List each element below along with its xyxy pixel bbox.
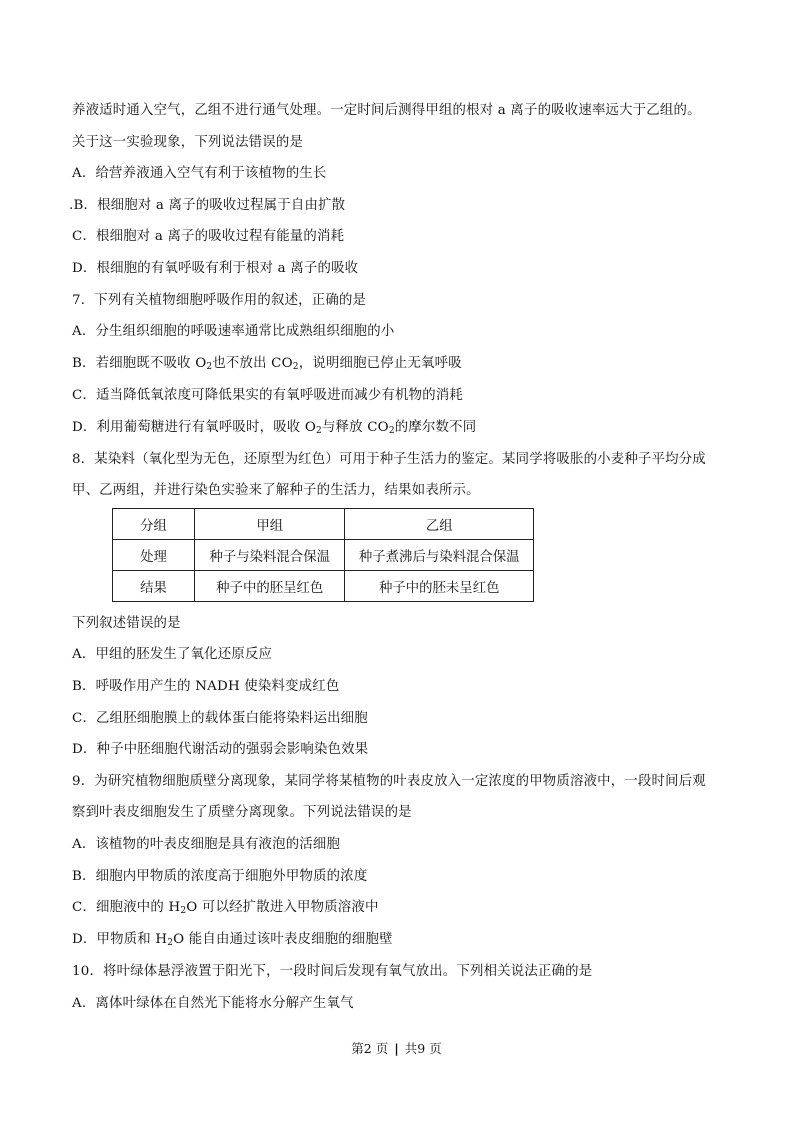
page-number: 第2 页 [351, 1041, 389, 1056]
table-cell: 处理 [113, 540, 195, 571]
page-footer [0, 1040, 793, 1058]
q9-stem-line2: 察到叶表皮细胞发生了质壁分离现象。下列说法错误的是 [72, 805, 412, 820]
q8-stem-line2: 甲、乙两组，并进行染色实验来了解种子的生活力，结果如表所示。 [72, 483, 480, 498]
q8-results-table [112, 508, 534, 602]
q6-option-d: D．根细胞的有氧呼吸有利于根对 a 离子的吸收 [72, 261, 359, 276]
q9-stem-line1: 9．为研究植物细胞质壁分离现象，某同学将某植物的叶表皮放入一定浓度的甲物质溶液中，一段时间后观 [72, 774, 706, 789]
q10-stem: 10．将叶绿体悬浮液置于阳光下，一段时间后发现有氧气放出。下列相关说法正确的是 [72, 964, 593, 979]
q8-option-d: D．种子中胚细胞代谢活动的强弱会影响染色效果 [72, 742, 369, 757]
q7-option-a: A．分生组织细胞的呼吸速率通常比成熟组织细胞的小 [72, 324, 395, 339]
table-cell: 种子与染料混合保温 [195, 540, 345, 571]
table-cell: 种子中的胚未呈红色 [345, 571, 534, 602]
q8-option-c: C．乙组胚细胞膜上的载体蛋白能将染料运出细胞 [72, 711, 368, 726]
q9-option-a: A．该植物的叶表皮细胞是具有液泡的活细胞 [72, 837, 341, 852]
q7-option-c: C．适当降低氧浓度可降低果实的有氧呼吸进而减少有机物的消耗 [72, 388, 463, 403]
q8-option-a: A．甲组的胚发生了氧化还原反应 [72, 647, 273, 662]
q9-option-d: D．甲物质和 $H_2O$ 能自由通过该叶表皮细胞的细胞壁 [72, 932, 393, 948]
q7-option-d: D．利用葡萄糖进行有氧呼吸时，吸收 $O_2$与释放 $CO_2$的摩尔数不同 [72, 420, 477, 436]
q6-option-b: .B．根细胞对 a 离子的吸收过程属于自由扩散 [69, 198, 346, 213]
q9-option-b: B．细胞内甲物质的浓度高于细胞外甲物质的浓度 [72, 869, 368, 884]
table-cell: 乙组 [345, 509, 534, 540]
q8-option-b: B．呼吸作用产生的 NADH 使染料变成红色 [72, 679, 340, 694]
q6-option-a: A．给营养液通入空气有利于该植物的生长 [72, 166, 327, 181]
q10-option-a: A．离体叶绿体在自然光下能将水分解产生氧气 [72, 996, 354, 1011]
table-row [113, 571, 534, 602]
q6-stem-line1: 养液适时通入空气，乙组不进行通气处理。一定时间后测得甲组的根对 a 离子的吸收速率远大于乙组的。 [72, 103, 701, 118]
q8-stem-line1: 8．某染料（氧化型为无色，还原型为红色）可用于种子生活力的鉴定。某同学将吸胀的小麦种子平均分成 [72, 452, 706, 467]
q9-option-c: C．细胞液中的 $H_2O$ 可以经扩散进入甲物质溶液中 [72, 900, 379, 916]
table-cell: 种子中的胚呈红色 [195, 571, 345, 602]
table-cell: 甲组 [195, 509, 345, 540]
q6-stem-line2: 关于这一实验现象，下列说法错误的是 [72, 135, 304, 150]
table-header-row [113, 509, 534, 540]
q7-option-b: B．若细胞既不吸收 $O_2$也不放出 $CO_2$，说明细胞已停止无氧呼吸 [72, 356, 462, 372]
table-cell: 种子煮沸后与染料混合保温 [345, 540, 534, 571]
table-row [113, 540, 534, 571]
q7-stem: 7．下列有关植物细胞呼吸作用的叙述，正确的是 [72, 293, 367, 308]
footer-separator: | [394, 1041, 399, 1056]
q6-option-c: C．根细胞对 a 离子的吸收过程有能量的消耗 [72, 229, 345, 244]
q8-after-table: 下列叙述错误的是 [72, 616, 181, 631]
table-cell: 分组 [113, 509, 195, 540]
table-cell: 结果 [113, 571, 195, 602]
page-total: 共9 页 [404, 1041, 442, 1056]
